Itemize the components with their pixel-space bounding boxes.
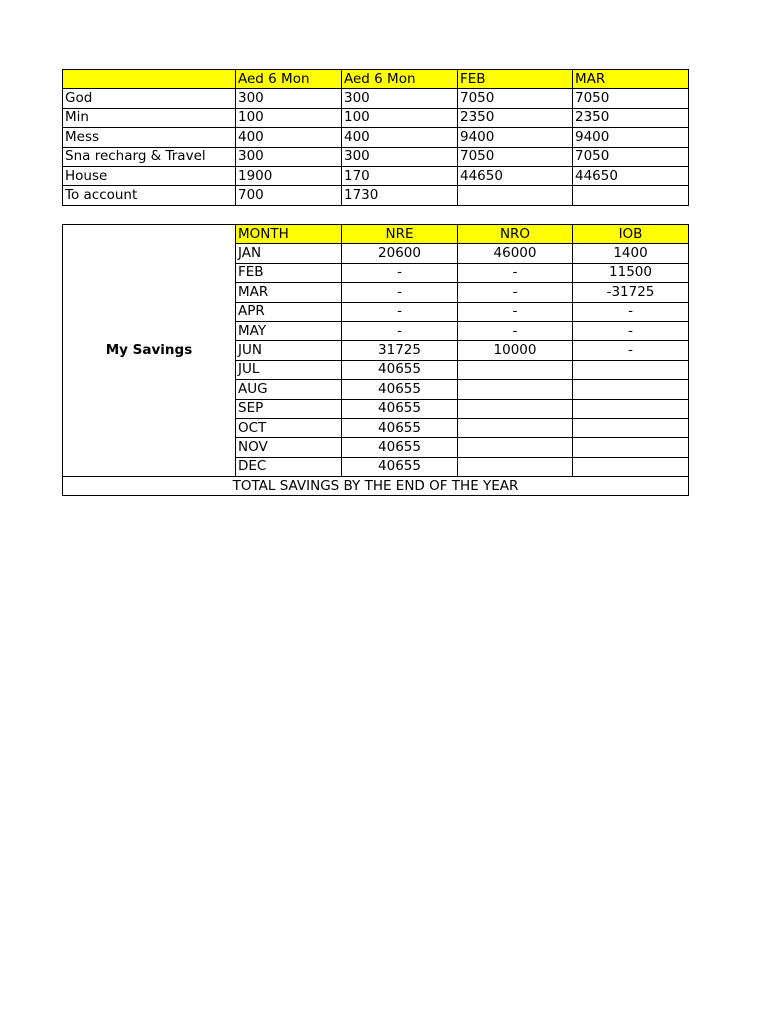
savings-value-cell[interactable]: 40655 — [342, 360, 458, 379]
budget-row-label[interactable]: God — [63, 89, 236, 108]
budget-header-cell[interactable]: Aed 6 Mon — [342, 70, 458, 89]
savings-value-cell[interactable] — [458, 380, 573, 399]
savings-month-cell[interactable]: JAN — [236, 244, 342, 263]
budget-value-cell[interactable]: 300 — [236, 147, 342, 166]
savings-value-cell[interactable]: -31725 — [573, 283, 689, 302]
budget-value-cell[interactable]: 2350 — [458, 108, 573, 127]
savings-header-cell[interactable]: MONTH — [236, 225, 342, 244]
my-savings-label: My Savings — [63, 225, 236, 477]
savings-value-cell[interactable] — [573, 399, 689, 418]
budget-header-cell[interactable]: Aed 6 Mon — [236, 70, 342, 89]
savings-month-cell[interactable]: JUL — [236, 360, 342, 379]
budget-value-cell[interactable]: 300 — [236, 89, 342, 108]
budget-row — [63, 89, 689, 108]
savings-value-cell[interactable]: - — [342, 283, 458, 302]
budget-value-cell[interactable]: 100 — [236, 108, 342, 127]
budget-value-cell[interactable]: 7050 — [458, 147, 573, 166]
budget-value-cell[interactable]: 7050 — [573, 89, 689, 108]
savings-value-cell[interactable] — [573, 438, 689, 457]
budget-value-cell[interactable]: 7050 — [458, 89, 573, 108]
budget-value-cell[interactable]: 100 — [342, 108, 458, 127]
savings-month-cell[interactable]: MAY — [236, 321, 342, 340]
budget-value-cell[interactable]: 7050 — [573, 147, 689, 166]
savings-value-cell[interactable]: - — [458, 263, 573, 282]
savings-value-cell[interactable] — [458, 399, 573, 418]
savings-month-cell[interactable]: DEC — [236, 457, 342, 476]
savings-value-cell[interactable] — [458, 360, 573, 379]
savings-month-cell[interactable]: APR — [236, 302, 342, 321]
savings-value-cell[interactable]: 40655 — [342, 418, 458, 437]
budget-value-cell[interactable]: 700 — [236, 186, 342, 205]
budget-row-label[interactable]: To account — [63, 186, 236, 205]
budget-value-cell[interactable] — [458, 186, 573, 205]
savings-value-cell[interactable] — [458, 438, 573, 457]
budget-row — [63, 108, 689, 127]
budget-value-cell[interactable]: 44650 — [573, 166, 689, 185]
budget-header-cell[interactable] — [63, 70, 236, 89]
savings-value-cell[interactable]: - — [458, 283, 573, 302]
savings-value-cell[interactable] — [573, 418, 689, 437]
savings-month-cell[interactable]: NOV — [236, 438, 342, 457]
budget-value-cell[interactable]: 170 — [342, 166, 458, 185]
savings-month-cell[interactable]: JUN — [236, 341, 342, 360]
budget-row-label[interactable]: Min — [63, 108, 236, 127]
savings-value-cell[interactable]: - — [342, 321, 458, 340]
budget-value-cell[interactable]: 1730 — [342, 186, 458, 205]
budget-row — [63, 166, 689, 185]
savings-value-cell[interactable]: - — [342, 302, 458, 321]
budget-value-cell[interactable]: 1900 — [236, 166, 342, 185]
savings-header-cell[interactable]: NRO — [458, 225, 573, 244]
savings-value-cell[interactable] — [573, 360, 689, 379]
savings-month-cell[interactable]: SEP — [236, 399, 342, 418]
savings-value-cell[interactable]: - — [458, 321, 573, 340]
savings-value-cell[interactable]: 11500 — [573, 263, 689, 282]
savings-value-cell[interactable]: - — [573, 341, 689, 360]
savings-header-row — [63, 225, 689, 244]
savings-value-cell[interactable]: 10000 — [458, 341, 573, 360]
budget-row-label[interactable]: Sna recharg & Travel — [63, 147, 236, 166]
savings-value-cell[interactable]: 40655 — [342, 399, 458, 418]
savings-value-cell[interactable] — [573, 457, 689, 476]
savings-value-cell[interactable]: - — [573, 321, 689, 340]
savings-month-cell[interactable]: MAR — [236, 283, 342, 302]
savings-month-cell[interactable]: AUG — [236, 380, 342, 399]
budget-value-cell[interactable]: 2350 — [573, 108, 689, 127]
budget-row — [63, 128, 689, 147]
budget-header-cell[interactable]: MAR — [573, 70, 689, 89]
savings-value-cell[interactable]: - — [458, 302, 573, 321]
savings-month-cell[interactable]: OCT — [236, 418, 342, 437]
budget-value-cell[interactable]: 44650 — [458, 166, 573, 185]
budget-value-cell[interactable]: 9400 — [573, 128, 689, 147]
savings-value-cell[interactable] — [458, 457, 573, 476]
budget-table — [62, 69, 689, 206]
budget-value-cell[interactable] — [573, 186, 689, 205]
savings-value-cell[interactable]: 31725 — [342, 341, 458, 360]
budget-row-label[interactable]: House — [63, 166, 236, 185]
savings-value-cell[interactable]: - — [573, 302, 689, 321]
budget-row — [63, 186, 689, 205]
savings-value-cell[interactable]: 20600 — [342, 244, 458, 263]
savings-table — [62, 224, 689, 496]
budget-header-row — [63, 70, 689, 89]
budget-row — [63, 147, 689, 166]
budget-header-cell[interactable]: FEB — [458, 70, 573, 89]
savings-value-cell[interactable]: - — [342, 263, 458, 282]
budget-value-cell[interactable]: 300 — [342, 147, 458, 166]
budget-value-cell[interactable]: 400 — [342, 128, 458, 147]
savings-month-cell[interactable]: FEB — [236, 263, 342, 282]
budget-value-cell[interactable]: 400 — [236, 128, 342, 147]
budget-value-cell[interactable]: 9400 — [458, 128, 573, 147]
savings-value-cell[interactable] — [573, 380, 689, 399]
savings-value-cell[interactable]: 40655 — [342, 457, 458, 476]
total-savings-label: TOTAL SAVINGS BY THE END OF THE YEAR — [63, 477, 689, 496]
savings-value-cell[interactable]: 46000 — [458, 244, 573, 263]
total-row — [63, 477, 689, 496]
savings-value-cell[interactable]: 40655 — [342, 380, 458, 399]
savings-value-cell[interactable]: 1400 — [573, 244, 689, 263]
savings-value-cell[interactable] — [458, 418, 573, 437]
budget-row-label[interactable]: Mess — [63, 128, 236, 147]
savings-header-cell[interactable]: NRE — [342, 225, 458, 244]
savings-header-cell[interactable]: IOB — [573, 225, 689, 244]
budget-value-cell[interactable]: 300 — [342, 89, 458, 108]
savings-value-cell[interactable]: 40655 — [342, 438, 458, 457]
